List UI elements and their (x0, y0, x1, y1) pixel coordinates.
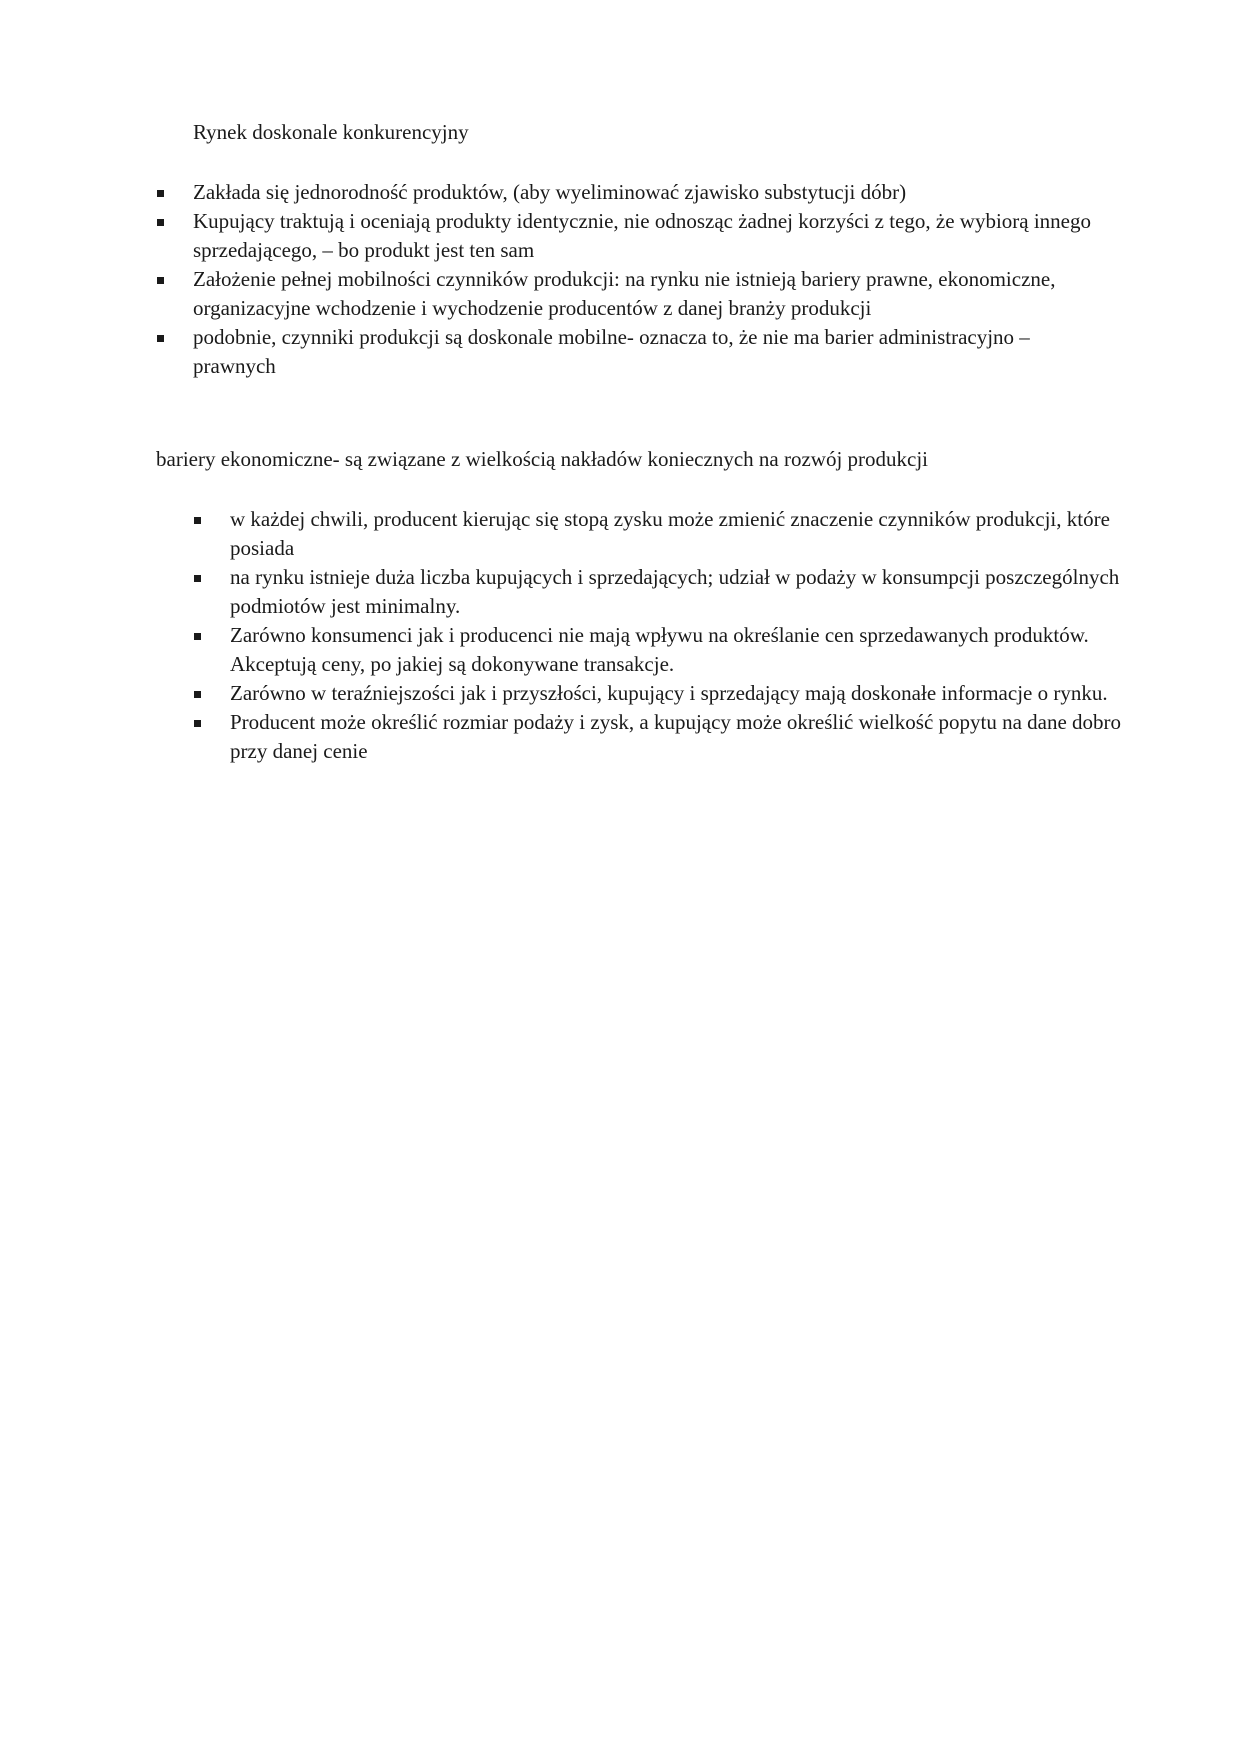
list-item-text: Producent może określić rozmiar podaży i zysk, a kupujący może określić wielkość popytu na dane dobro przy danej cenie (230, 710, 1122, 763)
list-item (230, 679, 1130, 708)
square-bullet-icon (194, 575, 201, 582)
document-title: Rynek doskonale konkurencyjny (193, 120, 469, 144)
list-item-text: Zakłada się jednorodność produktów, (aby wyeliminować zjawisko substytucji dóbr) (193, 180, 907, 204)
square-bullet-icon (194, 633, 201, 640)
list-item-text: Założenie pełnej mobilności czynników produkcji: na rynku nie istnieją bariery prawne, ekonomiczne, organizacyjne wchodzenie i wychodzenie producentów z danej branży produkcji (193, 267, 1056, 320)
square-bullet-icon (157, 277, 164, 284)
list-item-text: podobnie, czynniki produkcji są doskonale mobilne- oznacza to, że nie ma barier administracyjno – prawnych (193, 325, 1030, 378)
list-item (193, 207, 1093, 265)
list-item (230, 505, 1130, 563)
list-item (193, 178, 1093, 207)
square-bullet-icon (194, 517, 201, 524)
list-item-text: Zarówno w teraźniejszości jak i przyszłości, kupujący i sprzedający mają doskonałe informacje o rynku. (230, 681, 1108, 705)
list-item (230, 621, 1130, 679)
list-item (193, 265, 1093, 323)
list-item (193, 323, 1093, 381)
list-item-text: na rynku istnieje duża liczba kupujących i sprzedających; udział w podaży w konsumpcji poszczególnych podmiotów jest minimalny. (230, 565, 1120, 618)
list-item (230, 563, 1130, 621)
paragraph-economic-barriers: bariery ekonomiczne- są związane z wielkością nakładów koniecznych na rozwój produkcji (156, 447, 929, 471)
list-item (230, 708, 1130, 766)
square-bullet-icon (194, 720, 201, 727)
list-item-text: w każdej chwili, producent kierując się stopą zysku może zmienić znaczenie czynników produkcji, które posiada (230, 507, 1110, 560)
list-item-text: Kupujący traktują i oceniają produkty identycznie, nie odnosząc żadnej korzyści z tego, że wybiorą innego sprzedającego, – bo produkt jest ten sam (193, 209, 1091, 262)
square-bullet-icon (157, 190, 164, 197)
list-item-text: Zarówno konsumenci jak i producenci nie mają wpływu na określanie cen sprzedawanych produktów. Akceptują ceny, po jakiej są dokonywane transakcje. (230, 623, 1089, 676)
square-bullet-icon (157, 335, 164, 342)
square-bullet-icon (157, 219, 164, 226)
bullet-list-market-features (230, 505, 1130, 766)
bullet-list-assumptions (193, 178, 1093, 381)
square-bullet-icon (194, 691, 201, 698)
